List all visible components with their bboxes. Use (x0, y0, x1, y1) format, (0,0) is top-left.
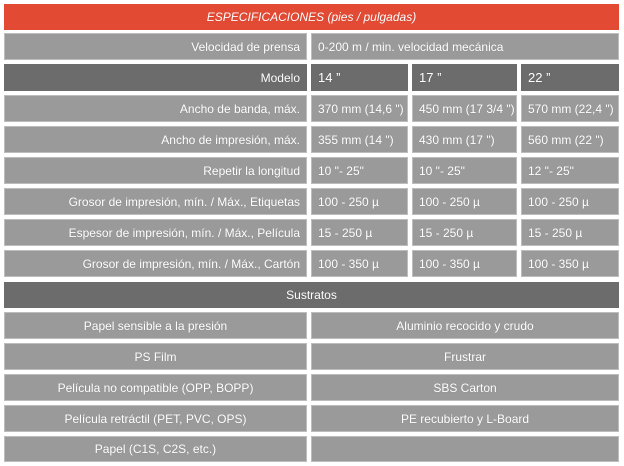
spec-row-value: 570 mm (22,4 ") (521, 95, 619, 122)
substrate-item: PS Film (4, 343, 307, 370)
spec-row-value: 370 mm (14,6 ") (311, 95, 408, 122)
substrate-item: Papel (C1S, C2S, etc.) (4, 436, 307, 462)
spec-row-value: 450 mm (17 3/4 ") (412, 95, 517, 122)
spec-row-value: 15 - 250 µ (521, 219, 619, 246)
spec-row-label: Espesor de impresión, mín. / Máx., Película (4, 219, 307, 246)
specifications-title: ESPECIFICACIONES (pies / pulgadas) (4, 4, 619, 30)
substrate-item: Aluminio recocido y crudo (311, 312, 619, 339)
substrate-item: Papel sensible a la presión (4, 312, 307, 339)
spec-row-label: Grosor de impresión, mín. / Máx., Etiquetas (4, 188, 307, 215)
spec-row-value: 100 - 350 µ (521, 250, 619, 277)
spec-row-value: 560 mm (22 ") (521, 126, 619, 153)
spec-row-label: Repetir la longitud (4, 157, 307, 184)
spec-row-value: 100 - 250 µ (412, 188, 517, 215)
spec-row-value: 22 ” (521, 64, 619, 91)
spec-row-label: Modelo (4, 64, 307, 91)
substrates-header: Sustratos (4, 282, 619, 308)
spec-row-value: 355 mm (14 ") (311, 126, 408, 153)
spec-row-value: 15 - 250 µ (311, 219, 408, 246)
spec-row-label: Ancho de banda, máx. (4, 95, 307, 122)
press-speed-value: 0-200 m / min. velocidad mecánica (311, 33, 619, 60)
spec-row-value: 10 "- 25" (311, 157, 408, 184)
spec-row-value: 100 - 250 µ (521, 188, 619, 215)
spec-row-value: 430 mm (17 ") (412, 126, 517, 153)
spec-row-value: 17 ” (412, 64, 517, 91)
spec-row-value: 100 - 250 µ (311, 188, 408, 215)
spec-row-value: 10 "- 25" (412, 157, 517, 184)
spec-row-value: 14 ” (311, 64, 408, 91)
substrate-item-empty (311, 436, 619, 462)
spec-row-value: 100 - 350 µ (412, 250, 517, 277)
spec-row-label: Grosor de impresión, mín. / Máx., Cartón (4, 250, 307, 277)
substrate-item: SBS Carton (311, 374, 619, 401)
spec-row-value: 100 - 350 µ (311, 250, 408, 277)
substrate-item: PE recubierto y L-Board (311, 405, 619, 432)
press-speed-label: Velocidad de prensa (4, 33, 307, 60)
substrate-item: Película retráctil (PET, PVC, OPS) (4, 405, 307, 432)
spec-row-value: 15 - 250 µ (412, 219, 517, 246)
substrate-item: Película no compatible (OPP, BOPP) (4, 374, 307, 401)
spec-row-value: 12 "- 25" (521, 157, 619, 184)
substrate-item: Frustrar (311, 343, 619, 370)
spec-row-label: Ancho de impresión, máx. (4, 126, 307, 153)
